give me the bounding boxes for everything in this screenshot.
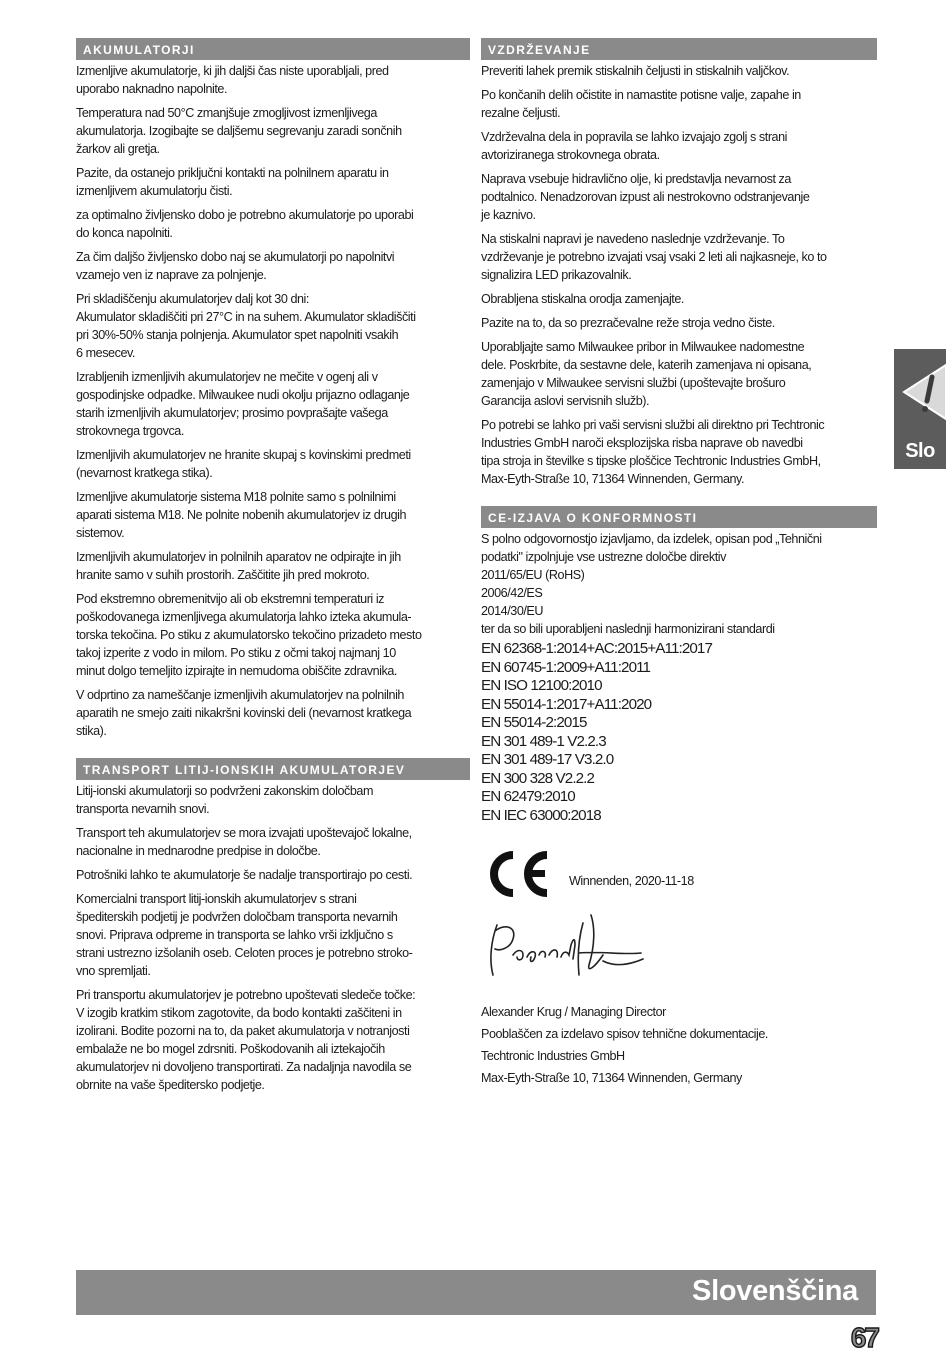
paragraph: Izrabljenih izmenljivih akumulatorjev ne mečite v ogenj ali v gospodinjske odpadke. Milwaukee nudi okolju prijazno odlaganje starih izmenljivih akumulatorjev; prosimo povprašajte vašega strokovnega trgovca.: [76, 370, 410, 438]
paragraph: Obrabljena stiskalna orodja zamenjajte.: [481, 292, 684, 306]
standard-item: EN 301 489-1 V2.2.3: [481, 732, 606, 750]
signatory-block: [481, 1003, 877, 1087]
ce-declaration-body: [481, 530, 877, 1087]
standard-item: EN 60745-1:2009+A11:2011: [481, 658, 651, 676]
standard-item: EN 55014-1:2017+A11:2020: [481, 695, 652, 713]
paragraph: Na stiskalni napravi je navedeno naslednje vzdrževanje. To vzdrževanje je potrebno izvajati vsaj vsaki 2 leti ali najkasneje, ko to signalizira LED prikazovalnik.: [481, 232, 827, 282]
paragraph: Preveriti lahek premik stiskalnih čeljusti in stiskalnih valjčkov.: [481, 64, 790, 78]
ce-mark-icon: [485, 849, 551, 899]
paragraph: Pod ekstremno obremenitvijo ali ob ekstremni temperaturi iz poškodovanega izmenljivega akumulatorja lahko izteka akumula- torska tekočina. Po stiku z akumulatorsko tekočino prizadeto mesto takoj izperite z vodo in milom. Po stiku z očmi takoj najmanj 10 minut dolgo temeljito izpirajte in nemudoma obiščite zdravnika.: [76, 592, 422, 678]
paragraph: Naprava vsebuje hidravlično olje, ki predstavlja nevarnost za podtalnico. Nenadzorovan izpust ali nestrokovno odstranjevanje je kaznivo.: [481, 172, 810, 222]
paragraph: za optimalno življensko dobo je potrebno akumulatorje po uporabi do konca napolniti.: [76, 208, 414, 240]
standard-item: EN ISO 12100:2010: [481, 677, 602, 694]
paragraph: Pazite na to, da so prezračevalne reže stroja vedno čiste.: [481, 316, 775, 330]
paragraph: Pri skladiščenju akumulatorjev dalj kot 30 dni: Akumulator skladiščiti pri 27°C in na suhem. Akumulator skladiščiti pri 30%-50% stanja polnjenja. Akumulator spet napolniti vsakih 6 mesecev.: [76, 292, 416, 360]
paragraph: Po končanih delih očistite in namastite potisne valje, zapahe in rezalne čeljusti.: [481, 88, 801, 120]
place-date: Winnenden, 2020-11-18: [569, 874, 694, 888]
paragraph: Pazite, da ostanejo priključni kontakti na polnilnem aparatu in izmenljivem akumulatorju čisti.: [76, 166, 389, 198]
language-side-tab: [894, 349, 946, 469]
ce-row: [481, 847, 877, 907]
ce-intro: S polno odgovornostjo izjavljamo, da izdelek, opisan pod „Tehnični podatki" izpolnjuje vse ustrezne določbe direktiv: [481, 532, 822, 564]
standard-item: EN 62368-1:2014+AC:2015+A11:2017: [481, 640, 713, 657]
section-header-transport: TRANSPORT LITIJ-IONSKIH AKUMULATORJEV: [76, 758, 470, 780]
warning-icon: [894, 357, 946, 427]
paragraph: Izmenljivih akumulatorjev in polnilnih aparatov ne odpirajte in jih hranite samo v suhih prostorih. Zaščitite jih pred mokroto.: [76, 550, 401, 582]
page-number: 67: [850, 1322, 878, 1353]
signature-drawing: [483, 905, 663, 985]
paragraph: Za čim daljšo življensko dobo naj se akumulatorji po napolnitvi vzamejo ven iz naprave za polnjenje.: [76, 250, 395, 282]
paragraph: Potrošniki lahko te akumulatorje še nadalje transportirajo po cesti.: [76, 868, 413, 882]
footer-language-label: Slovenščina: [692, 1275, 858, 1307]
paragraph: Uporabljajte samo Milwaukee pribor in Milwaukee nadomestne dele. Poskrbite, da sestavne dele, katerih zamenjava ni opisana, zamenjajo v Milwaukee servisni službi (upoštevajte brošuro Garancija aslovi servisnih služb).: [481, 340, 812, 408]
standard-item: EN 62479:2010: [481, 788, 575, 805]
signature-image: [483, 905, 877, 985]
section-header-akumulatorji: AKUMULATORJI: [76, 38, 470, 60]
vzdrzevanje-body: [481, 62, 877, 488]
left-column: [76, 38, 470, 1100]
paragraph: Komercialni transport litij-ionskih akumulatorjev s strani špediterskih podjetij je podvržen določbam transporta nevarnih snovi. Priprava odpreme in transporta se lahko vrši izključno s strani ustrezno izšolanih oseb. Celoten proces je potrebno stroko- vno spremljati.: [76, 892, 413, 978]
company-name: Techtronic Industries GmbH: [481, 1049, 625, 1063]
section-header-vzdrzevanje: VZDRŽEVANJE: [481, 38, 877, 60]
directive-item: 2006/42/ES: [481, 586, 543, 600]
standard-item: EN IEC 63000:2018: [481, 806, 601, 824]
signer-name: Alexander Krug / Managing Director: [481, 1005, 666, 1019]
footer-language-bar: [76, 1270, 876, 1315]
standards-list: [481, 640, 877, 825]
paragraph: Pri transportu akumulatorjev je potrebno upoštevati sledeče točke: V izogib kratkim stikom zagotovite, da bodo kontakti zaščiteni in izolirani. Bodite pozorni na to, da paket akumulatorja v notranjosti embalaže ne bo mogel zdrsniti. Poškodovanih ali iztekajočih akumulatorjev ni dovoljeno transportirati. Za nadaljnja navodila se obrnite na vaše špeditersko podjetje.: [76, 988, 416, 1092]
paragraph: Po potrebi se lahko pri vaši servisni službi ali direktno pri Techtronic Industries GmbH naroči eksplozijska risba naprave ob navedbi tipa stroja in številke s tipske ploščice Techtronic Industries GmbH, Max-Eyth-Straße 10, 71364 Winnenden, Germany.: [481, 418, 825, 486]
standard-item: EN 300 328 V2.2.2: [481, 769, 595, 787]
company-address: Max-Eyth-Straße 10, 71364 Winnenden, Germany: [481, 1071, 742, 1085]
paragraph: Izmenljive akumulatorje, ki jih daljši čas niste uporabljali, pred uporabo naknadno napolnite.: [76, 64, 389, 96]
right-column: [481, 38, 877, 1091]
transport-body: [76, 782, 470, 1094]
paragraph: Transport teh akumulatorjev se mora izvajati upoštevajoč lokalne, nacionalne in mednarodne predpise in določbe.: [76, 826, 412, 858]
standard-item: EN 301 489-17 V3.2.0: [481, 751, 614, 768]
akumulatorji-body: [76, 62, 470, 740]
section-header-ce-izjava: CE-IZJAVA O KONFORMNOSTI: [481, 506, 877, 528]
directive-item: 2011/65/EU (RoHS): [481, 568, 585, 582]
language-code: Slo: [905, 440, 935, 462]
paragraph: Litij-ionski akumulatorji so podvrženi zakonskim določbam transporta nevarnih snovi.: [76, 784, 374, 816]
paragraph: Izmenljivih akumulatorjev ne hranite skupaj s kovinskimi predmeti (nevarnost kratkega stika).: [76, 448, 411, 480]
standard-item: EN 55014-2:2015: [481, 714, 587, 731]
authorized-statement: Pooblaščen za izdelavo spisov tehnične dokumentacije.: [481, 1027, 768, 1041]
paragraph: Vzdrževalna dela in popravila se lahko izvajajo zgolj s strani avtoriziranega strokovnega obrata.: [481, 130, 788, 162]
standards-intro: ter da so bili uporabljeni naslednji harmonizirani standardi: [481, 622, 775, 636]
paragraph: Temperatura nad 50°C zmanjšuje zmogljivost izmenljivega akumulatorja. Izogibajte se daljšemu segrevanju zaradi sončnih žarkov ali gretja.: [76, 106, 402, 156]
directive-item: 2014/30/EU: [481, 604, 544, 618]
paragraph: V odprtino za nameščanje izmenljivih akumulatorjev na polnilnih aparatih ne smejo zaiti nikakršni kovinski deli (nevarnost kratkega stika).: [76, 688, 412, 738]
paragraph: Izmenljive akumulatorje sistema M18 polnite samo s polnilnimi aparati sistema M18. Ne polnite nobenih akumulatorjev iz drugih sistemov.: [76, 490, 407, 540]
